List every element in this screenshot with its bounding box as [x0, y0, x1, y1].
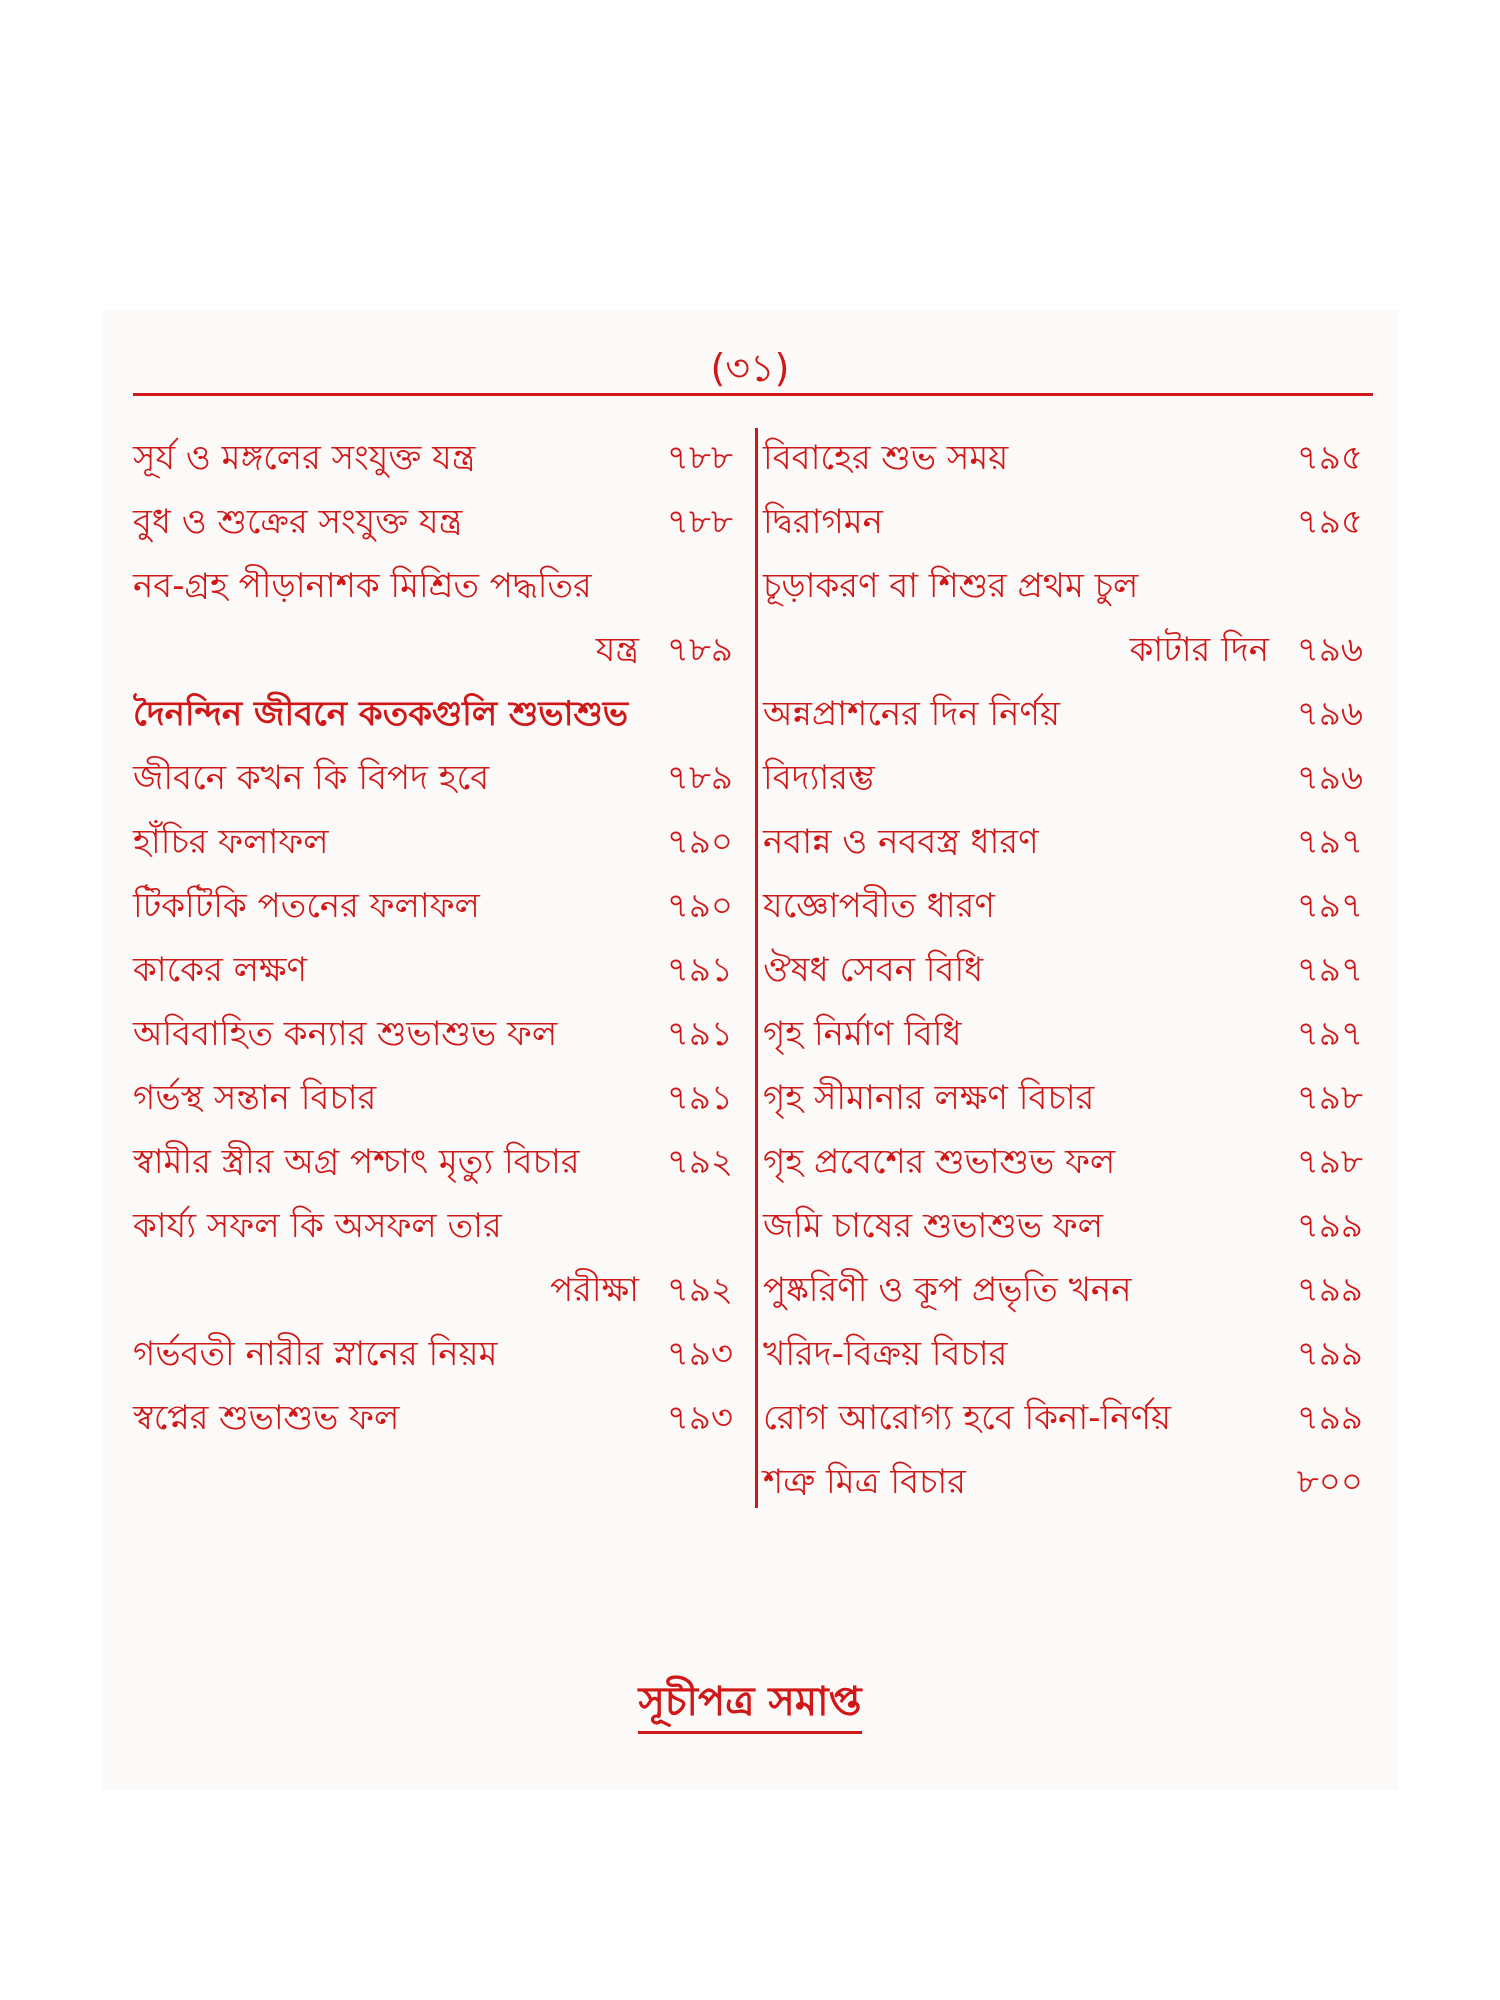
- toc-entry-label: বিদ্যারম্ভ: [763, 757, 875, 798]
- toc-entry-page: ৭৯৮: [1296, 1141, 1363, 1182]
- toc-entry-label: স্বামীর স্ত্রীর অগ্র পশ্চাৎ মৃত্যু বিচার: [133, 1141, 580, 1182]
- toc-entry: [133, 1388, 733, 1452]
- toc-entry-label: দ্বিরাগমন: [763, 501, 883, 542]
- toc-end-title: [0, 1670, 1500, 1737]
- toc-entry-page: ৭৯৭: [1296, 1013, 1363, 1054]
- column-divider: [755, 428, 758, 1508]
- toc-entry-page: ৭৯৯: [1296, 1269, 1363, 1310]
- toc-entry: [763, 1388, 1363, 1452]
- toc-entry: [763, 940, 1363, 1004]
- toc-entry: [133, 492, 733, 556]
- toc-entry: [763, 1004, 1363, 1068]
- toc-entry-label: যন্ত্র: [595, 629, 639, 670]
- toc-entry-label: স্বপ্নের শুভাশুভ ফল: [133, 1397, 400, 1438]
- toc-entry-page: ৭৯২: [666, 1269, 733, 1310]
- toc-entry-continuation: [133, 620, 733, 684]
- toc-entry-page: ৭৯৭: [1296, 821, 1363, 862]
- toc-entry-page: ৭৯৯: [1296, 1397, 1363, 1438]
- toc-entry: [133, 1132, 733, 1196]
- toc-entry-label: হাঁচির ফলাফল: [133, 821, 329, 862]
- toc-entry: [133, 428, 733, 492]
- toc-entry-page: ৭৯১: [666, 1077, 733, 1118]
- toc-entry-label: নব-গ্রহ পীড়ানাশক মিশ্রিত পদ্ধতির: [133, 565, 592, 606]
- toc-entry-label: নবান্ন ও নববস্ত্র ধারণ: [763, 821, 1039, 862]
- toc-entry-label: অন্নপ্রাশনের দিন নির্ণয়: [763, 693, 1060, 734]
- toc-entry-page: ৭৯৯: [1296, 1205, 1363, 1246]
- toc-entry-label: কাটার দিন: [1129, 629, 1269, 670]
- toc-entry-page: ৭৮৮: [666, 437, 733, 478]
- toc-entry: [763, 428, 1363, 492]
- toc-entry-page: ৭৯০: [666, 885, 733, 926]
- toc-entry: [133, 556, 733, 620]
- toc-entry-page: ৭৯০: [666, 821, 733, 862]
- header-rule: [133, 393, 1373, 396]
- toc-entry-page: ৭৮৮: [666, 501, 733, 542]
- toc-entry-label: বিবাহের শুভ সময়: [763, 437, 1009, 478]
- toc-entry-page: ৭৯৩: [666, 1333, 733, 1374]
- toc-entry-page: ৭৯১: [666, 1013, 733, 1054]
- toc-section-heading: [133, 684, 733, 748]
- toc-entry-page: ৭৯৬: [1296, 629, 1363, 670]
- toc-entry-page: ৭৮৯: [666, 629, 733, 670]
- toc-entry: [763, 556, 1363, 620]
- toc-entry: [133, 812, 733, 876]
- toc-entry-label: যজ্ঞোপবীত ধারণ: [763, 885, 995, 926]
- toc-entry-label: গৃহ প্রবেশের শুভাশুভ ফল: [763, 1141, 1116, 1182]
- toc-entry-page: ৭৯৮: [1296, 1077, 1363, 1118]
- toc-entry-label: শত্রু মিত্র বিচার: [763, 1461, 966, 1502]
- toc-entry-label: পুষ্করিণী ও কূপ প্রভৃতি খনন: [763, 1269, 1132, 1310]
- toc-entry: [763, 1260, 1363, 1324]
- toc-entry-page: ৭৯৫: [1296, 501, 1363, 542]
- toc-entry-label: টিকটিকি পতনের ফলাফল: [133, 885, 480, 926]
- toc-entry-label: বুধ ও শুক্রের সংযুক্ত যন্ত্র: [133, 501, 463, 542]
- toc-entry: [133, 876, 733, 940]
- toc-entry: [763, 1132, 1363, 1196]
- toc-entry-label: কার্য্য সফল কি অসফল তার: [133, 1205, 502, 1246]
- toc-entry-label: গৃহ সীমানার লক্ষণ বিচার: [763, 1077, 1095, 1118]
- toc-entry: [133, 1196, 733, 1260]
- toc-entry-label: পরীক্ষা: [550, 1269, 639, 1310]
- toc-end-label: সূচীপত্র সমাপ্ত: [638, 1679, 861, 1734]
- toc-entry-label: চূড়াকরণ বা শিশুর প্রথম চুল: [763, 565, 1139, 606]
- toc-entry: [763, 748, 1363, 812]
- toc-entry: [133, 1324, 733, 1388]
- toc-entry: [763, 684, 1363, 748]
- toc-right-column: [763, 428, 1363, 1516]
- toc-entry: [763, 492, 1363, 556]
- toc-entry-label: দৈনন্দিন জীবনে কতকগুলি শুভাশুভ: [133, 693, 629, 734]
- toc-entry-label: কাকের লক্ষণ: [133, 949, 308, 990]
- toc-entry-label: খরিদ-বিক্রয় বিচার: [763, 1333, 1008, 1374]
- toc-entry-label: গৃহ নির্মাণ বিধি: [763, 1013, 962, 1054]
- toc-entry: [133, 940, 733, 1004]
- toc-entry-label: ঔষধ সেবন বিধি: [763, 949, 984, 990]
- toc-left-column: [133, 428, 733, 1452]
- toc-entry-page: ৭৯৩: [666, 1397, 733, 1438]
- toc-entry: [133, 1068, 733, 1132]
- page-number: (৩১): [710, 346, 790, 390]
- toc-entry: [133, 748, 733, 812]
- toc-entry: [763, 1324, 1363, 1388]
- toc-entry-page: ৭৯৭: [1296, 949, 1363, 990]
- toc-entry-label: গর্ভস্থ সন্তান বিচার: [133, 1077, 377, 1118]
- toc-entry-continuation: [133, 1260, 733, 1324]
- toc-entry-page: ৭৯৬: [1296, 693, 1363, 734]
- toc-entry-label: অবিবাহিত কন্যার শুভাশুভ ফল: [133, 1013, 558, 1054]
- toc-entry-page: ৮০০: [1296, 1461, 1363, 1502]
- toc-entry-label: রোগ আরোগ্য হবে কিনা-নির্ণয়: [763, 1397, 1172, 1438]
- toc-entry: [133, 1004, 733, 1068]
- toc-entry-page: ৭৯৯: [1296, 1333, 1363, 1374]
- toc-entry-page: ৭৯৬: [1296, 757, 1363, 798]
- toc-entry: [763, 1068, 1363, 1132]
- toc-entry-label: গর্ভবতী নারীর স্নানের নিয়ম: [133, 1333, 498, 1374]
- toc-entry: [763, 1452, 1363, 1516]
- toc-entry-page: ৭৯২: [666, 1141, 733, 1182]
- toc-entry-page: ৭৯৭: [1296, 885, 1363, 926]
- toc-entry-label: সূর্য ও মঙ্গলের সংযুক্ত যন্ত্র: [133, 437, 476, 478]
- toc-entry-page: ৭৯১: [666, 949, 733, 990]
- toc-entry: [763, 812, 1363, 876]
- toc-entry-page: ৭৮৯: [666, 757, 733, 798]
- toc-entry: [763, 876, 1363, 940]
- toc-entry-continuation: [763, 620, 1363, 684]
- toc-entry: [763, 1196, 1363, 1260]
- toc-entry-label: জমি চাষের শুভাশুভ ফল: [763, 1205, 1104, 1246]
- toc-entry-label: জীবনে কখন কি বিপদ হবে: [133, 757, 490, 798]
- toc-entry-page: ৭৯৫: [1296, 437, 1363, 478]
